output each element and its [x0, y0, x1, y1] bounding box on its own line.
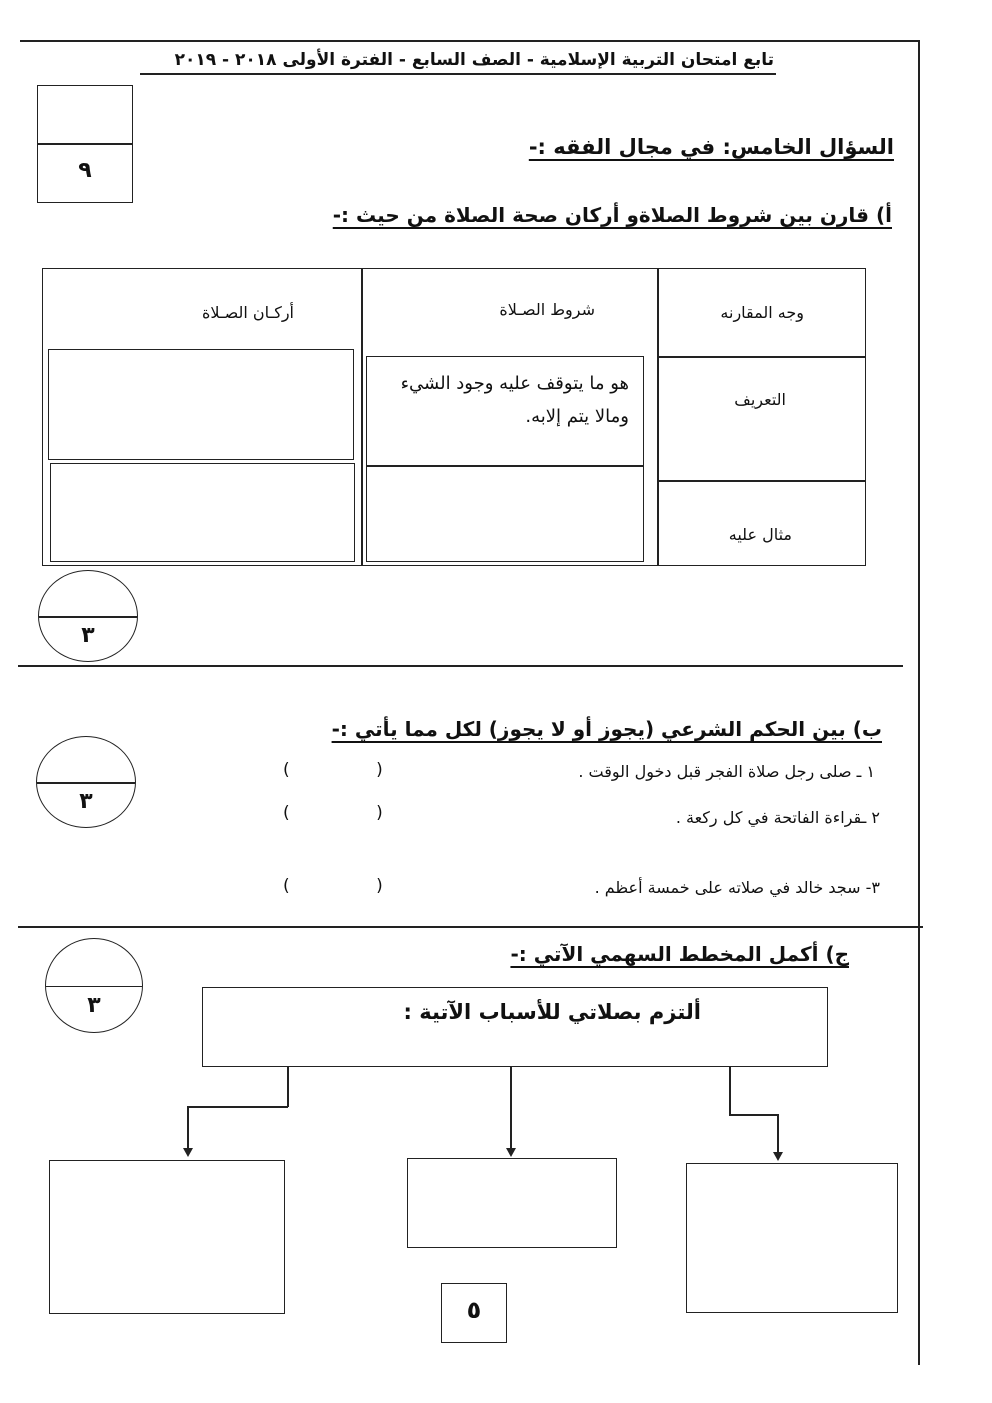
connector	[287, 1067, 289, 1107]
part-a-title: أ) قارن بين شروط الصلاةو أركان صحة الصلاة من حيث :-	[332, 203, 892, 227]
conditions-definition-cell	[366, 356, 644, 466]
page-right-border	[918, 40, 920, 1365]
ruling-item-3: ٣- سجد خالد في صلاته على خمسة أعظم .	[594, 878, 880, 897]
part-b-score-circle: ٣	[36, 736, 136, 828]
diagram-root-box	[202, 987, 828, 1067]
section-divider	[18, 665, 903, 667]
question-score-box	[37, 85, 133, 203]
diagram-branch-box-middle[interactable]	[407, 1158, 617, 1248]
arrow-head	[773, 1152, 783, 1161]
table-col-divider	[657, 268, 659, 566]
pillars-example-cell[interactable]	[50, 463, 355, 562]
diagram-branch-box-left[interactable]	[49, 1160, 285, 1314]
arrow-head	[506, 1148, 516, 1157]
question-title: السؤال الخامس: في مجال الفقه :-	[528, 135, 894, 159]
pillars-definition-cell[interactable]	[48, 349, 354, 460]
section-divider	[18, 926, 923, 928]
part-b-title: ب) بين الحكم الشرعي (يجوز أو لا يجوز) لكل مما يأتي :-	[331, 717, 882, 741]
ruling-answer-1[interactable]: ( )	[283, 760, 383, 780]
ruling-answer-3[interactable]: ( )	[283, 876, 383, 896]
diagram-branch-box-right[interactable]	[686, 1163, 898, 1313]
connector	[187, 1106, 189, 1150]
part-a-score-circle: ٣	[38, 570, 138, 662]
ruling-item-1: ١ ـ صلى رجل صلاة الفجر قبل دخول الوقت .	[578, 762, 875, 781]
page-header: تابع امتحان التربية الإسلامية - الصف السابع - الفترة الأولى ٢٠١٨ - ٢٠١٩	[174, 50, 774, 70]
connector	[777, 1114, 779, 1154]
table-header-pillars: أركـان الصـلاة	[202, 303, 294, 322]
question-score-value: ٩	[78, 158, 92, 183]
table-col-divider	[361, 268, 363, 566]
diagram-root-text: ألتزم بصلاتي للأسباب الآتية :	[403, 1000, 701, 1024]
ruling-answer-2[interactable]: ( )	[283, 803, 383, 823]
header-double-line	[20, 40, 918, 42]
conditions-definition-text: هو ما يتوقف عليه وجود الشيء ومالا يتم إلابه.	[400, 373, 629, 427]
connector	[510, 1067, 512, 1149]
table-header-conditions: شروط الصـلاة	[499, 300, 595, 319]
ruling-item-2: ٢ ـقراءة الفاتحة في كل ركعة .	[675, 808, 880, 827]
connector	[729, 1114, 778, 1116]
page-number-box	[441, 1283, 507, 1343]
part-c-score-circle: ٣	[45, 938, 143, 1033]
connector	[729, 1067, 731, 1115]
table-row-divider	[658, 356, 865, 358]
row-label-example: مثال عليه	[728, 525, 792, 544]
table-row-divider	[658, 480, 865, 482]
table-header-aspect: وجه المقارنه	[720, 303, 804, 322]
connector	[187, 1106, 288, 1108]
arrow-head	[183, 1148, 193, 1157]
page-number: ٥	[466, 1296, 482, 1324]
header-underline	[140, 73, 776, 75]
part-c-title: ج) أكمل المخطط السهمي الآتي :-	[510, 942, 849, 966]
conditions-example-cell[interactable]	[366, 466, 644, 562]
row-label-definition: التعريف	[734, 390, 786, 409]
